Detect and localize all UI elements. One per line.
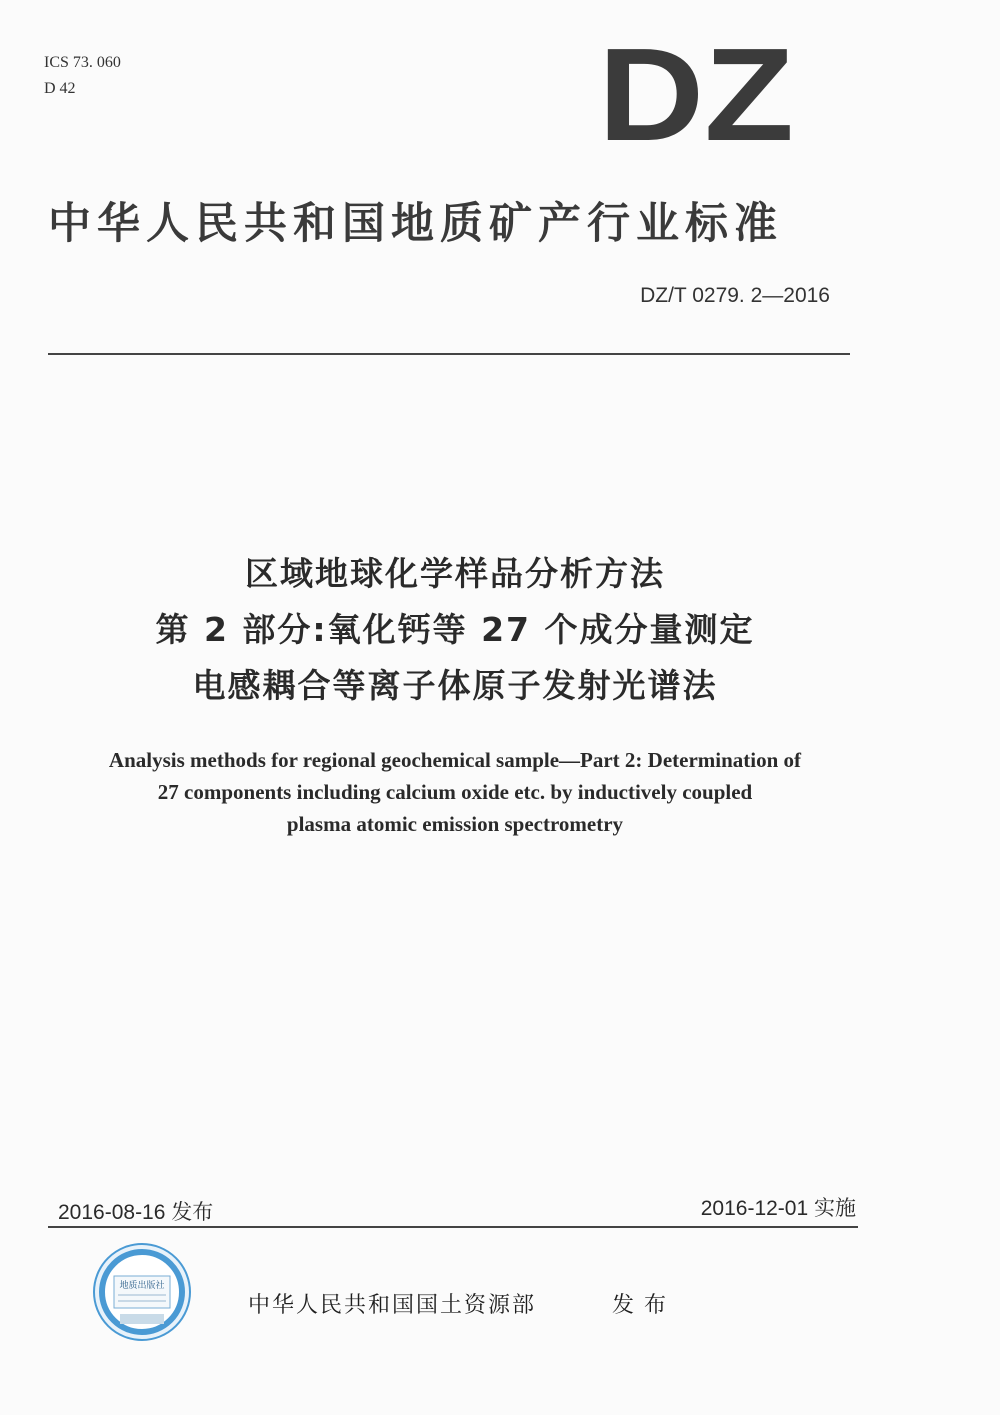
implementation-date: 2016-12-01 实施: [700, 1197, 856, 1220]
publish-label: 发布: [612, 1293, 677, 1318]
dz-logo: [596, 44, 796, 144]
english-title-line-1: Analysis methods for regional geochemical sample—Part 2: Determination of: [108, 748, 802, 772]
chinese-title-line-2: 第 2 部分:氧化钙等 27 个成分量测定: [155, 610, 755, 649]
ics-code: ICS 73. 060: [44, 54, 121, 71]
anti-counterfeit-seal-icon: [92, 1242, 192, 1342]
english-title: [40, 744, 870, 840]
header-divider: [48, 353, 850, 355]
standard-number: DZ/T 0279. 2—2016: [640, 284, 830, 307]
standard-category-title: 中华人民共和国地质矿产行业标准: [48, 199, 783, 249]
date-row: [48, 1192, 858, 1224]
chinese-title-line-3: 电感耦合等离子体原子发射光谱法: [192, 666, 718, 705]
ccs-code: D 42: [44, 80, 76, 97]
issue-date: 2016-08-16 发布: [58, 1201, 214, 1224]
chinese-title-line-1: 区域地球化学样品分析方法: [245, 554, 665, 593]
classification-codes: [44, 50, 121, 102]
footer-divider: [48, 1226, 858, 1228]
dz-logo-text: DZ: [598, 44, 794, 144]
publisher-name: 中华人民共和国国土资源部: [248, 1293, 537, 1318]
english-title-line-2: 27 components including calcium oxide etc. by inductively coupled: [157, 780, 753, 804]
english-title-line-3: plasma atomic emission spectrometry: [286, 812, 624, 836]
chinese-title: [0, 546, 910, 714]
seal-text: 地质出版社: [119, 1281, 165, 1291]
